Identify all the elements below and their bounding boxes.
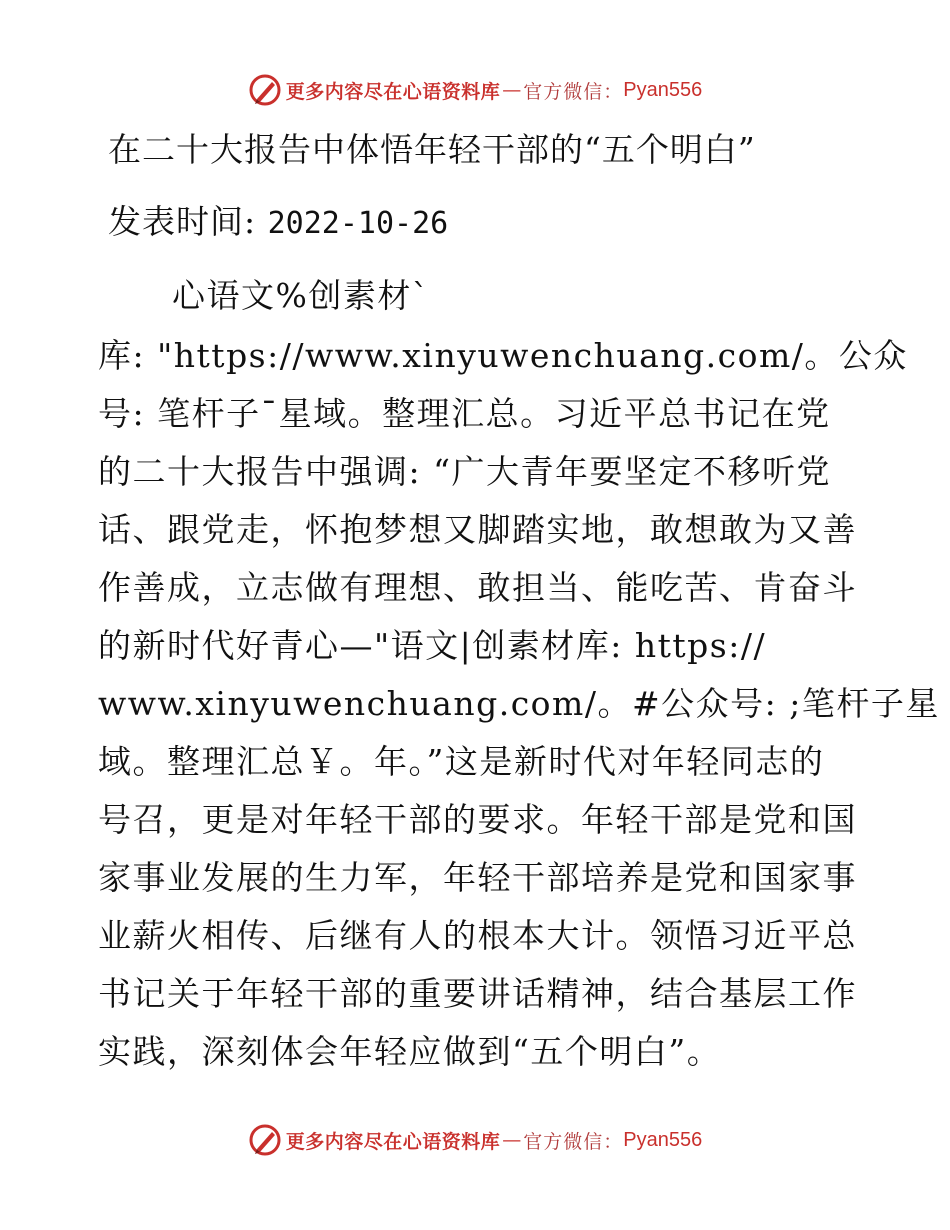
banner-slogan: 更多内容尽在心语资料库	[285, 1130, 501, 1153]
body-line: 域。整理汇总￥。年。”这是新时代对年轻同志的	[98, 742, 825, 781]
banner-slogan: 更多内容尽在心语资料库	[285, 80, 501, 103]
body-line: 库: "https://www.xinyuwenchuang.com/。公众	[98, 336, 908, 375]
published-date: 2022-10-26	[267, 206, 449, 241]
banner-separator: —	[502, 1129, 522, 1151]
body-line: 作善成，立志做有理想、敢担当、能吃苦、肯奋斗	[98, 568, 857, 607]
body-line: 号召，更是对年轻干部的要求。年轻干部是党和国	[98, 800, 857, 839]
body-line: 业薪火相传、后继有人的根本大计。领悟习近平总	[98, 916, 857, 955]
banner-wechat-id: Pyan556	[623, 1128, 703, 1151]
footer-banner	[0, 1120, 950, 1160]
body-line: 话、跟党走，怀抱梦想又脚踏实地，敢想敢为又善	[98, 510, 857, 549]
body-line: 书记关于年轻干部的重要讲话精神，结合基层工作	[98, 974, 857, 1013]
banner-wechat-label: 官方微信：	[523, 1130, 624, 1153]
body-line: 心语文%创素材`	[172, 276, 430, 315]
pen-logo-icon	[248, 1123, 282, 1157]
published-label: 发表时间:	[108, 202, 268, 241]
banner-separator: —	[502, 79, 522, 101]
body-line: 的二十大报告中强调: “广大青年要坚定不移听党	[98, 452, 831, 491]
document-title: 在二十大报告中体悟年轻干部的“五个明白”	[108, 130, 756, 169]
body-line: 的新时代好青心—"语文|创素材库: https://	[98, 626, 767, 665]
banner-wechat-label: 官方微信：	[523, 80, 624, 103]
body-line: www.xinyuwenchuang.com/。#公众号: ;笔杆子星	[98, 684, 940, 723]
body-line: 家事业发展的生力军，年轻干部培养是党和国家事	[98, 858, 857, 897]
body-line: 号: 笔杆子¯星域。整理汇总。习近平总书记在党	[98, 394, 831, 433]
body-line: 实践，深刻体会年轻应做到“五个明白”。	[98, 1032, 722, 1071]
banner-wechat-id: Pyan556	[623, 78, 703, 101]
